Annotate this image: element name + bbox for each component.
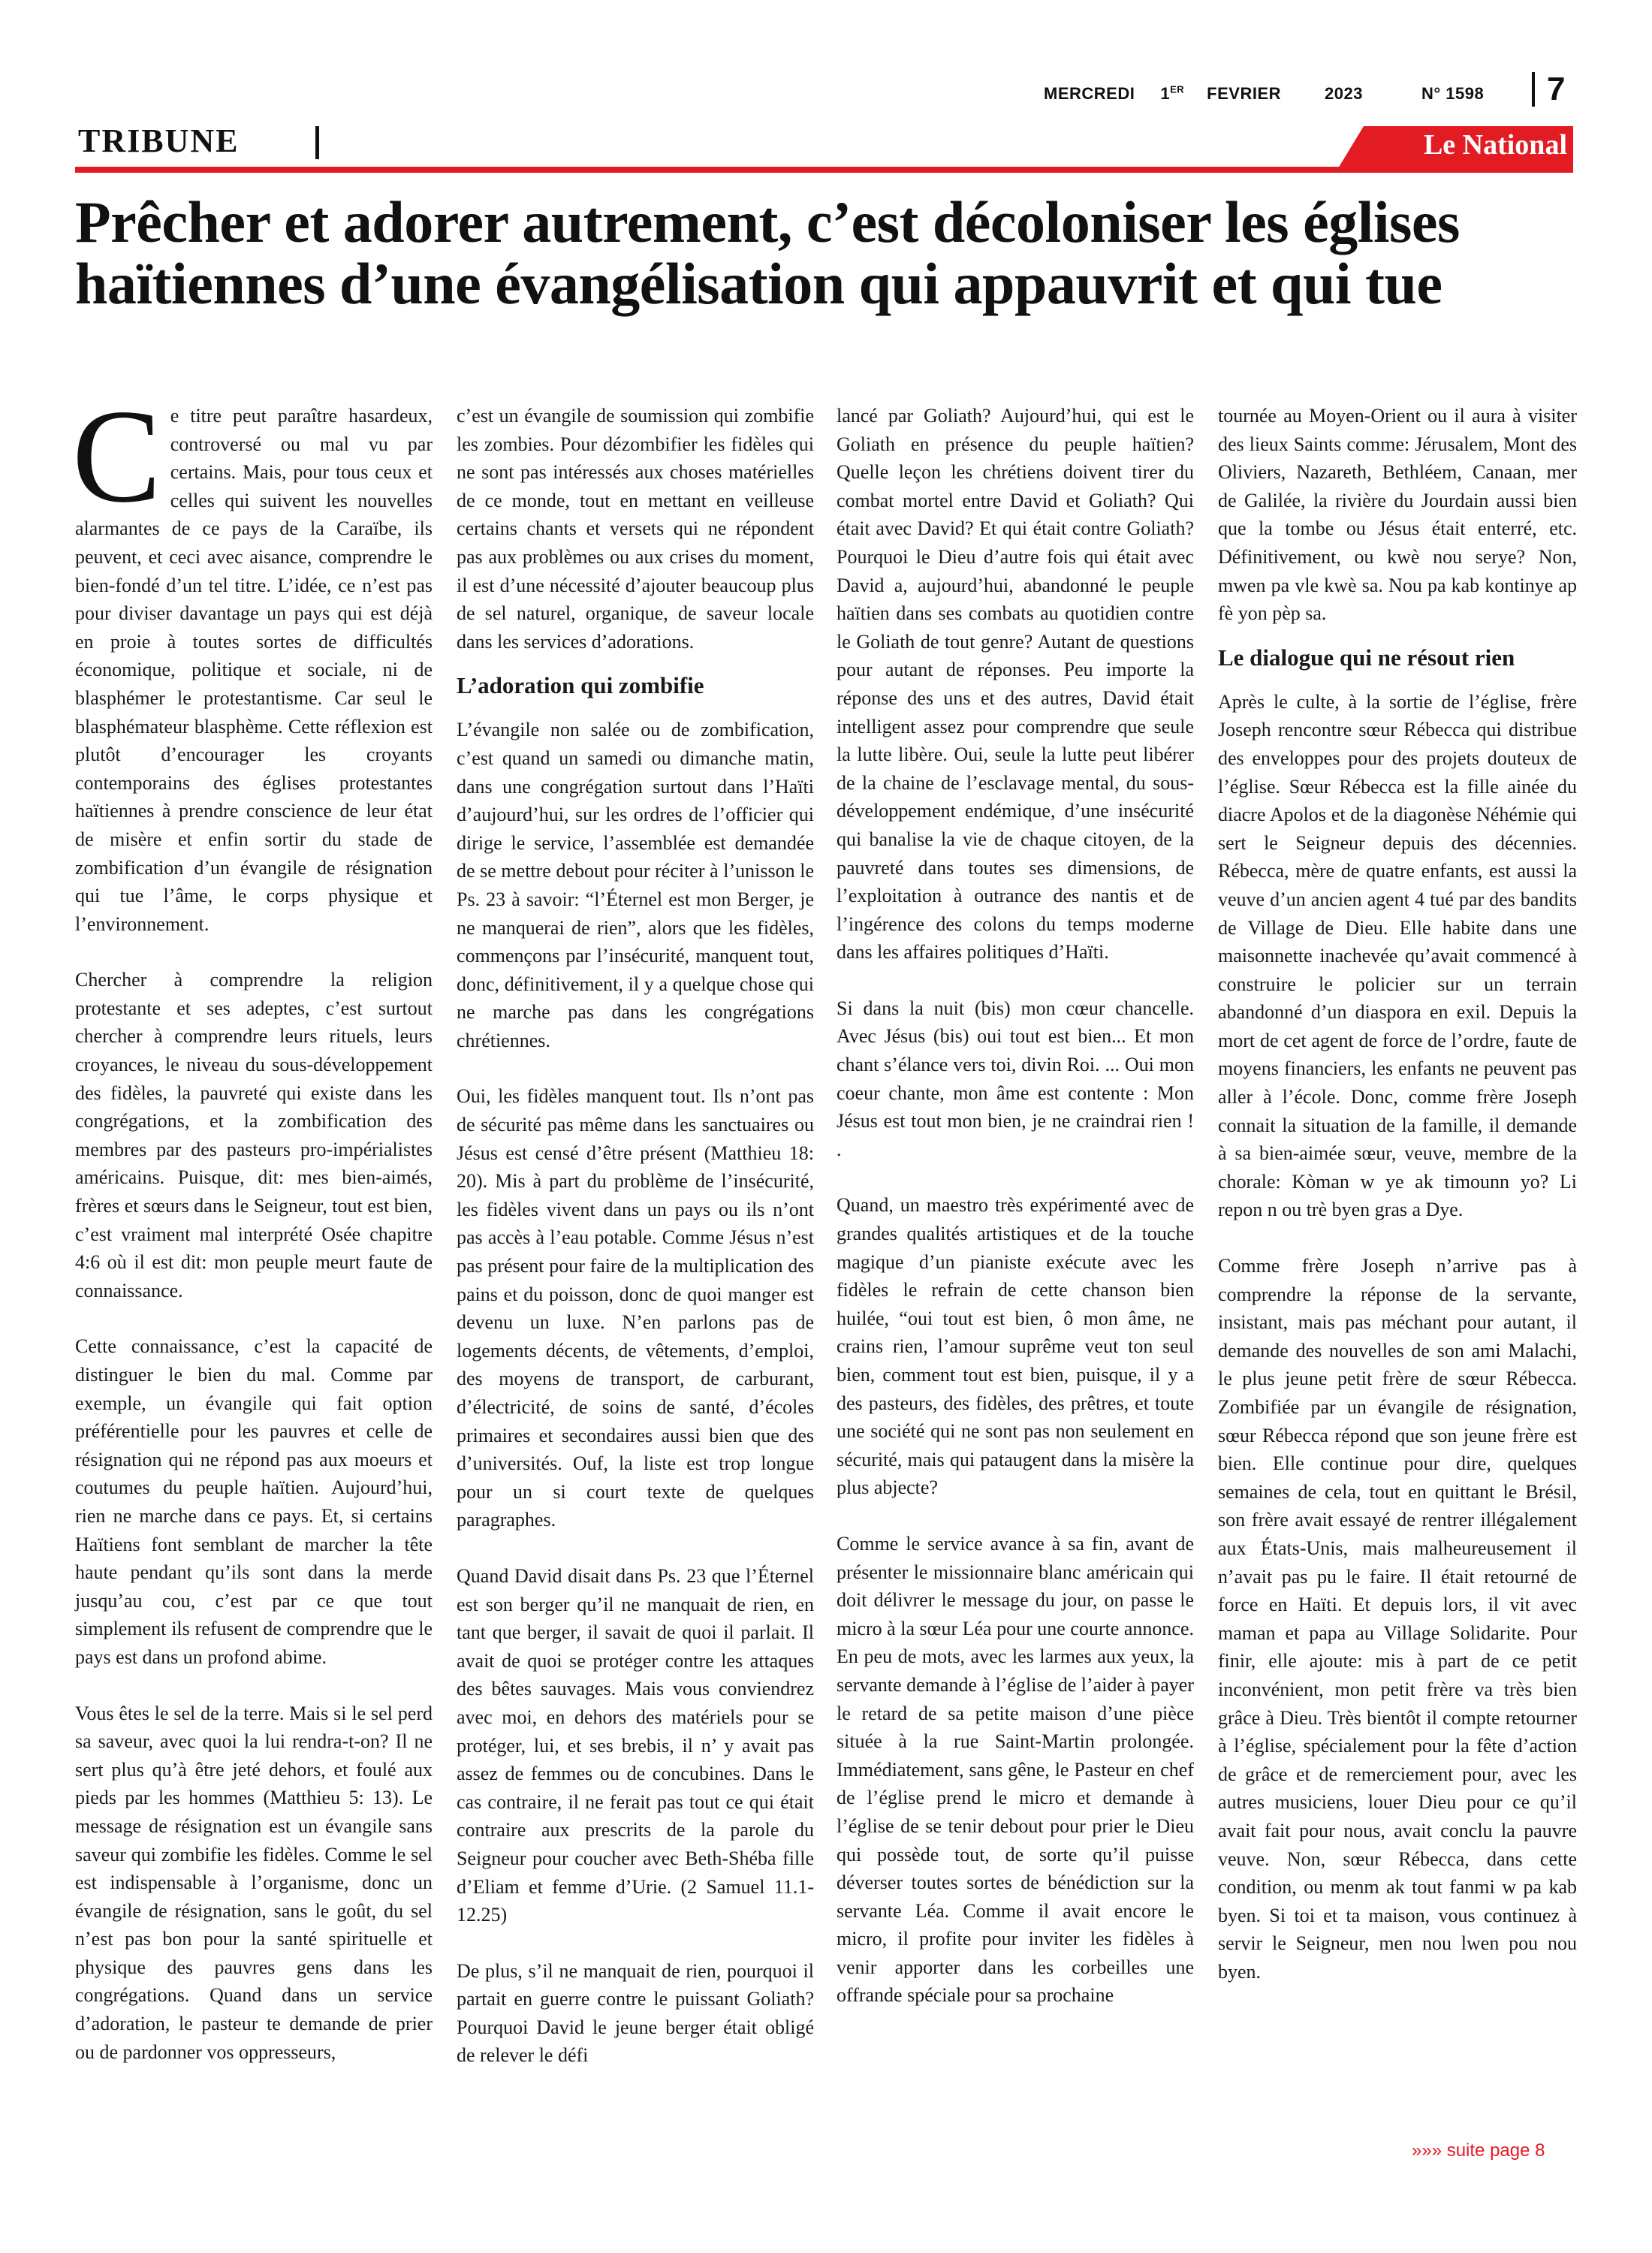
page-number: 7 — [1532, 72, 1565, 107]
paragraph: Ce titre peut paraître hasardeux, controversé ou mal vu par certains. Mais, pour tous ceux et celles qui suivent les nouvelles alarmantes de ce pays de la Caraïbe, ils peuvent, et ceci avec aisance, comprendre le bien-fondé d’un tel titre. L’idée, ce n’est pas pour diviser davantage un pays qui est déjà en proie à toutes sortes de difficultés économique, politique et sociale, ni de blasphémer le protestantisme. Car seul le blasphémateur blasphème. Cette réflexion est plutôt d’encourager les croyants contemporains des églises protestantes haïtiennes à prendre conscience de leur état de misère et enfin sortir du stade de zombification d’un évangile de résignation qui tue l’âme, le corps physique et l’environnement. — [72, 382, 433, 935]
section-label: TRIBUNE — [78, 122, 240, 159]
paragraph: Cette connaissance, c’est la capacité de distinguer le bien du mal. Comme par exemple, un évangile qui fait option préférentielle pour les pauvres et celle de résignation qui ne répond pas aux moeurs et coutumes du peuple haïtien. Aujourd’hui, rien ne marche dans ce pays. Et, si certains Haïtiens font semblant de marcher la tête haute pendant qu’ils sont dans la merde jusqu’au cou, c’est par ce que tout simplement ils refusent de comprendre que le pays est dans un profond abime. — [75, 1335, 433, 1668]
article-column-1 — [72, 382, 433, 2066]
article-column-4 — [1218, 402, 1577, 1986]
paragraph: Vous êtes le sel de la terre. Mais si le sel perd sa saveur, avec quoi la lui rendra-t-on? Il ne sert plus qu’à être jeté dehors, et foulé aux pieds par les hommes (Matthieu 5: 13). Le message de résignation est un évangile sans saveur qui zombifie les fidèles. Comme le sel est indispensable à l’organisme, donc un évangile de résignation, sans le goût, du sel n’est pas bon pour la santé spirituelle et physique des pauvres gens dans les congrégations. Quand dans un service d’adoration, le pasteur te demande de prier ou de pardonner vos oppresseurs, — [75, 1702, 433, 2063]
subheading: L’adoration qui zombifie — [457, 672, 704, 699]
paragraph: lancé par Goliath? Aujourd’hui, qui est le Goliath en présence du peuple haïtien? Quelle leçon les chrétiens doivent tirer du combat mortel entre David et Goliath? Qui était avec David? Et qui était contre Goliath? Pourquoi le Dieu d’autre fois qui était avec David a, aujourd’hui, abandonné le peuple haïtien dans ses combats au quotidien contre le Goliath de tout genre? Autant de questions pour autant de réponses. Peu importe la réponse des uns et des autres, David était intelligent assez pour comprendre que seule la lutte libère. Oui, seule la lutte peut libérer de la chaine de l’esclavage mental, du sous-développement endémique, d’une insécurité qui banalise la vie de chaque citoyen, de la pauvreté dans toutes ses dimensions, de l’exploitation à outrance des nantis et de l’ingérence des colons du temps moderne dans les affaires politiques d’Haïti. — [837, 405, 1194, 964]
paragraph: Quand David disait dans Ps. 23 que l’Éternel est son berger qu’il ne manquait de rien, en tant que berger, il savait de quoi il parlait. Il avait de quoi se protéger contre les attaques des bêtes sauvages. Mais vous conviendrez avec moi, en dehors des matériels pour se protéger, lui, et ses brebis, il n’ y avait pas assez de femmes ou de concubines. Dans le cas contraire, il ne ferait pas tout ce qui était contraire aux prescrits de la parole du Seigneur pour coucher avec Beth-Shéba fille d’Eliam et femme d’Urie. (2 Samuel 11.1-12.25) — [457, 1564, 814, 1926]
date-number: 1ER — [1160, 84, 1185, 104]
article-column-2 — [457, 402, 814, 2070]
headline: Prêcher et adorer autrement, c’est décoloniser les églises haïtiennes d’une évangélisation qui appauvrit et qui tue — [75, 189, 1460, 316]
article-column-3 — [837, 402, 1194, 2010]
date-year: 2023 — [1325, 84, 1363, 104]
brand-name: Le National — [1423, 129, 1567, 161]
issue-number: N° 1598 — [1421, 84, 1485, 104]
paragraph: Après le culte, à la sortie de l’église, frère Joseph rencontre sœur Rébecca qui distribue des enveloppes pour des projets douteux de l’église. Sœur Rébecca est la fille ainée du diacre Apolos et de la diagonèse Néhémie qui sert le Seigneur depuis des décennies. Rébecca, mère de quatre enfants, est aussi la veuve d’un ancien agent 4 tué par des bandits de Village de Dieu. Elle habite dans une maisonnette inachevée qu’avait commencé à construire le policier sur un terrain abandonné d’un diaspora en exil. Depuis la mort de cet agent de force de l’ordre, faute de moyens financiers, les enfants ne peuvent pas aller à l’école. Donc, comme frère Joseph connait la situation de la famille, il demande à sa bien-aimée sœur, veuve, membre de la chorale: Kòman w ye ak timounn yo? Li repon n ou trè byen gras a Dye. — [1218, 690, 1577, 1221]
paragraph: c’est un évangile de soumission qui zombifie les zombies. Pour dézombifier les fidèles qui ne sont pas intéressés aux choses matérielles de ce monde, tout en mettant en veilleuse certains chants et versets qui ne répondent pas aux problèmes ou aux crises du moment, il est d’une nécessité d’ajouter beaucoup plus de sel naturel, organique, de saveur locale dans les services d’adorations. — [457, 405, 814, 653]
paragraph: Quand, un maestro très expérimenté avec de grandes qualités artistiques et de la touche magique d’un pianiste exécute avec les fidèles le refrain de cette chanson bien huilée, “oui tout est bien, ô mon âme, ne crains rien, l’amour suprême veut ton seul bien, comment tout est bien, puisque, il y a des pasteurs, des fidèles, des prêtres, et toute une société qui ne sont pas non seulement en sécurité, mais qui pataugent dans la misère la plus abjecte? — [837, 1194, 1194, 1499]
date-day: MERCREDI — [1044, 84, 1135, 104]
continued-link[interactable]: »»» suite page 8 — [1412, 2140, 1545, 2161]
section-divider — [315, 126, 319, 159]
header-rule — [75, 167, 1573, 173]
subheading: Le dialogue qui ne résout rien — [1218, 644, 1515, 671]
paragraph: Comme frère Joseph n’arrive pas à comprendre la réponse de la servante, insistant, mais pas méchant pour autant, il demande des nouvelles de son ami Malachi, le plus jeune petit frère de sœur Rébecca. Zombifiée par un évangile de résignation, sœur Rébecca répond que son jeune frère est bien. Elle continue pour dire, quelques semaines de cela, tout en quittant le Brésil, son frère avait essayé de rentrer illégalement aux États-Unis, mais malheureusement il n’avait pas pu le faire. Il était retourné de force en Haïti. Et depuis lors, il vit avec maman et papa au Village Solidarite. Pour finir, elle ajoute: mis à part de ce petit inconvénient, mon petit frère va très bien grâce à Dieu. Très bientôt il compte retourner à l’église, spécialement pour la fête d’action de grâce et de remerciement pour, avec les autres musiciens, louer Dieu pour ce qu’il avait fait pour nous, avait conclu la pauvre veuve. Non, sœur Rébecca, dans cette condition, ou menm ak tout fanmi w pa kab byen. Si toi et ta maison, vous continuez à servir le Seigneur, men nou lwen pou nou byen. — [1218, 1255, 1577, 1983]
dateline — [1044, 84, 1509, 104]
paragraph: L’évangile non salée ou de zombification, c’est quand un samedi ou dimanche matin, dans une congrégation surtout dans l’Haïti d’aujourd’hui, sur les ordres de l’officier qui dirige le service, l’assemblée est demandée de se mettre debout pour réciter à l’unisson le Ps. 23 à savoir: “l’Éternel est mon Berger, je ne manquerai de rien”, alors que les fidèles, commençons par l’insécurité, manquent tout, donc, définitivement, il y a quelque chose qui ne marche pas dans les congrégations chrétiennes. — [457, 719, 814, 1051]
paragraph: Comme le service avance à sa fin, avant de présenter le missionnaire blanc américain qui doit délivrer le message du jour, on passe le micro à la sœur Léa pour une courte annonce. En peu de mots, avec les larmes aux yeux, la servante demande à l’église de l’aider à payer le retard de sa petite maison d’une pièce située à la rue Saint-Martin prolongée. Immédiatement, sans gêne, le Pasteur en chef de l’église prend le micro et demande à l’église de se tenir debout pour prier le Dieu qui possède tout, de sorte qu’il puisse déverser toutes sortes de bénédiction sur la servante Léa. Comme il avait encore le micro, il profite pour inviter les fidèles à venir apporter dans les corbeilles une offrande spéciale pour sa prochaine — [837, 1532, 1194, 2007]
date-month: FEVRIER — [1207, 84, 1282, 104]
paragraph: Chercher à comprendre la religion protestante et ses adeptes, c’est surtout chercher à comprendre leurs rituels, leurs croyances, le niveau du sous-développement des fidèles, la pauvreté qui existe dans les congrégations, et la zombification des membres par des pasteurs pro-impérialistes américains. Puisque, dit: mes bien-aimés, frères et sœurs dans le Seigneur, tout est bien, c’est vraiment mal interprété Osée chapitre 4:6 où il est dit: mon peuple meurt faute de connaissance. — [75, 969, 433, 1301]
paragraph: tournée au Moyen-Orient ou il aura à visiter des lieux Saints comme: Jérusalem, Mont des Oliviers, Nazareth, Bethléem, Canaan, mer de Galilée, la rivière du Jourdain aussi bien que la tombe ou Jésus était enterré, etc. Définitivement, ou kwè nou serye? Non, mwen pa vle kwè sa. Nou pa kab kontinye ap fè yon pèp sa. — [1218, 405, 1577, 625]
paragraph: Si dans la nuit (bis) mon cœur chancelle. Avec Jésus (bis) oui tout est bien... Et mon chant s’élance vers toi, divin Roi. ... Oui mon coeur chante, mon âme est contente : Mon Jésus est tout mon bien, je ne craindrai rien ! . — [837, 997, 1194, 1160]
paragraph: Oui, les fidèles manquent tout. Ils n’ont pas de sécurité pas même dans les sanctuaires ou Jésus est censé d’être présent (Matthieu 18: 20). Mis à part du problème de l’insécurité, les fidèles vivent dans un pays ou ils n’ont pas accès à l’eau potable. Comme Jésus n’est pas présent pour faire de la multiplication des pains et du poisson, donc de quoi manger est devenu un luxe. N’en parlons pas de logements décents, de vêtements, d’emploi, des moyens de transport, de carburant, d’électricité, de soins de santé, d’écoles primaires et secondaires aussi bien que des d’universités. Ouf, la liste est trop longue pour un si court texte de quelques paragraphes. — [457, 1085, 814, 1531]
paragraph: De plus, s’il ne manquait de rien, pourquoi il partait en guerre contre le puissant Goliath? Pourquoi David le jeune berger était obligé de relever le défi — [457, 1959, 814, 2067]
drop-cap: C — [72, 382, 161, 530]
